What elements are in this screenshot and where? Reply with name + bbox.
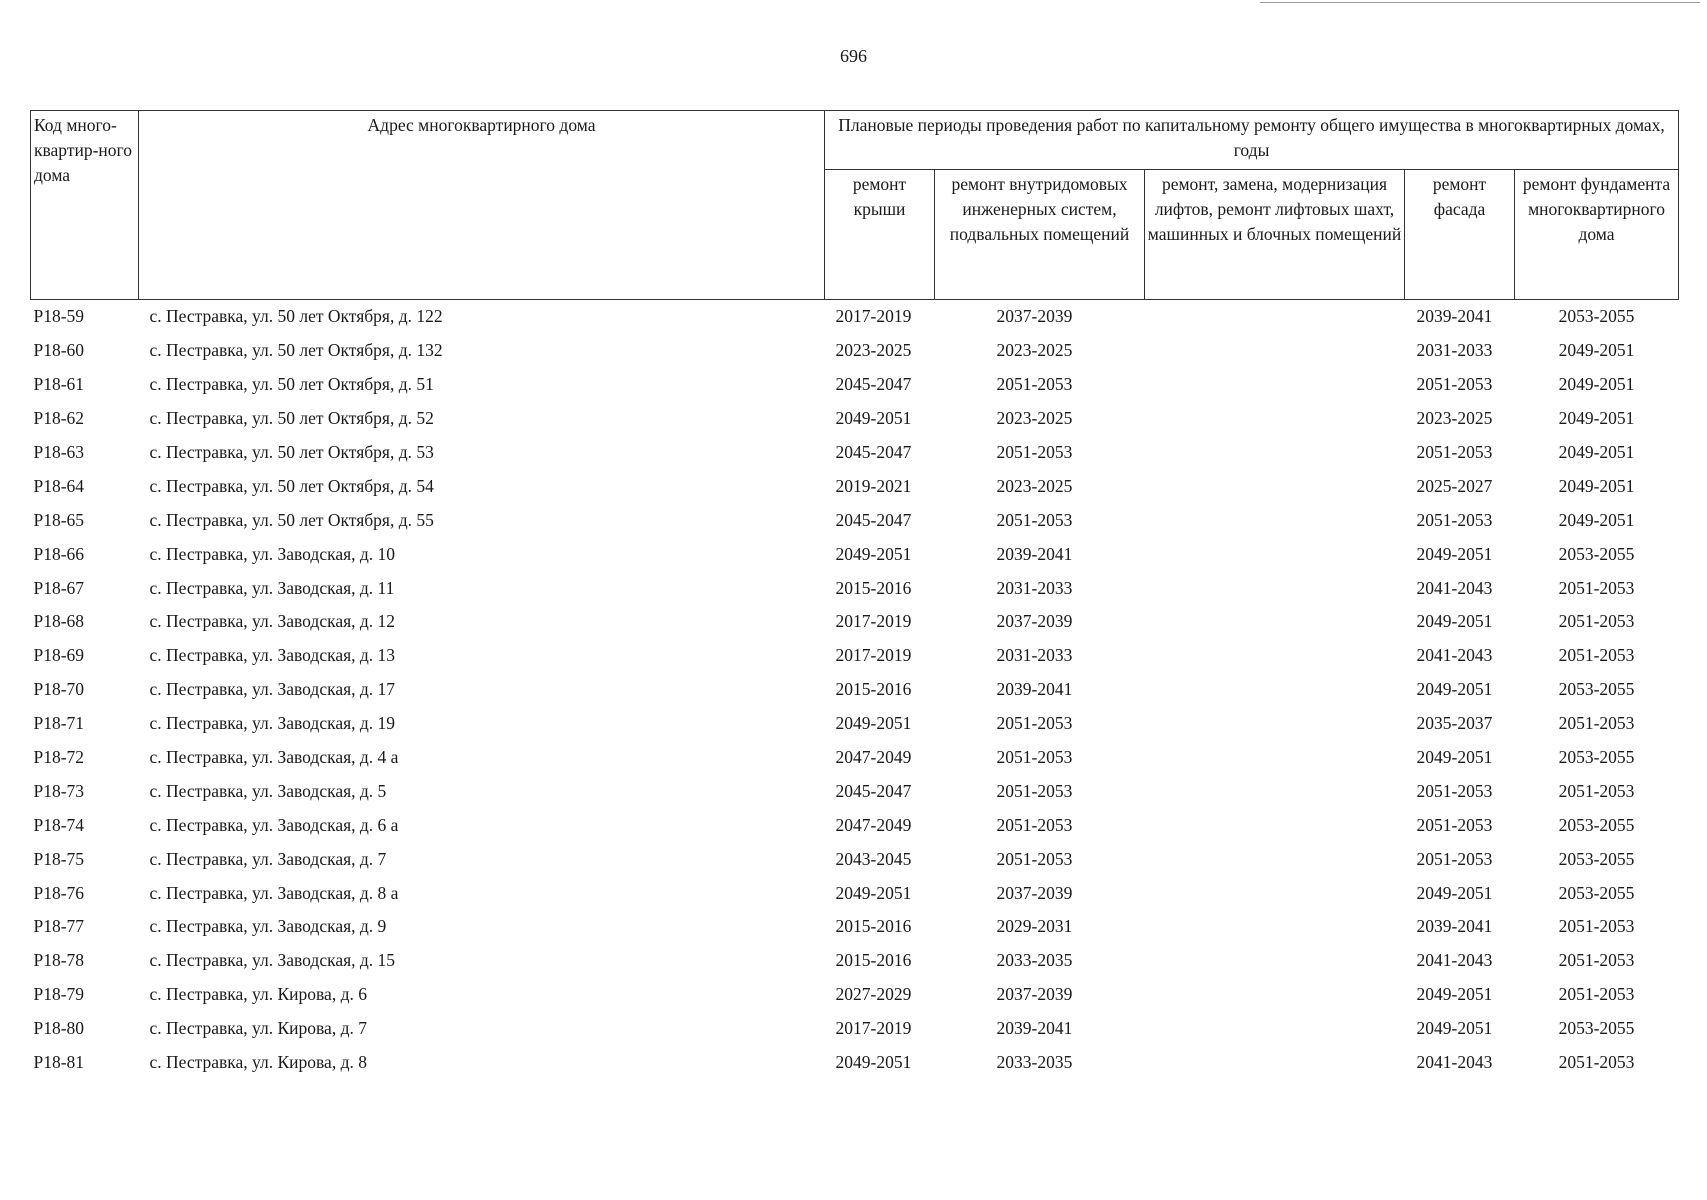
cell-house-code: P18-72 xyxy=(33,747,85,768)
cell-engineering-period: 2023-2025 xyxy=(996,475,1073,496)
cell-address: с. Пестравка, ул. Заводская, д. 12 xyxy=(149,611,396,632)
cell-facade-period: 2051-2053 xyxy=(1416,374,1493,395)
cell-address: с. Пестравка, ул. Заводская, д. 6 а xyxy=(149,814,399,835)
cell-address: с. Пестравка, ул. Заводская, д. 10 xyxy=(149,543,396,564)
table-row xyxy=(31,605,1679,639)
cell-house-code: P18-60 xyxy=(33,340,85,361)
table-row xyxy=(31,673,1679,707)
cell-address: с. Пестравка, ул. Кирова, д. 8 xyxy=(149,1052,367,1073)
cell-house-code: P18-73 xyxy=(33,780,85,801)
cell-house-code: P18-64 xyxy=(33,475,85,496)
cell-house-code: P18-63 xyxy=(33,442,85,462)
cell-elevator-period xyxy=(1145,368,1405,402)
cell-roof-period: 2049-2051 xyxy=(835,882,912,903)
table-row xyxy=(31,300,1679,334)
cell-roof-period: 2019-2021 xyxy=(835,475,912,496)
header-planned-periods: Плановые периоды проведения работ по капитальному ремонту общего имущества в многоквартирных домах, годы xyxy=(825,111,1679,170)
table-row xyxy=(31,842,1679,876)
table-row xyxy=(31,537,1679,571)
cell-elevator-period xyxy=(1145,503,1405,537)
cell-roof-period: 2017-2019 xyxy=(835,611,912,632)
table-row xyxy=(31,1046,1679,1080)
table-row xyxy=(31,808,1679,842)
cell-address: с. Пестравка, ул. Заводская, д. 17 xyxy=(149,679,396,700)
table-row xyxy=(31,469,1679,503)
cell-foundation-period: 2049-2051 xyxy=(1558,374,1635,395)
cell-engineering-period: 2037-2039 xyxy=(996,882,1073,903)
cell-engineering-period: 2051-2053 xyxy=(996,747,1073,768)
cell-address: с. Пестравка, ул. Заводская, д. 11 xyxy=(149,577,395,598)
cell-foundation-period: 2051-2053 xyxy=(1558,577,1635,598)
cell-facade-period: 2041-2043 xyxy=(1416,577,1493,598)
cell-foundation-period: 2051-2053 xyxy=(1558,780,1635,801)
cell-foundation-period: 2053-2055 xyxy=(1558,848,1635,869)
cell-foundation-period: 2053-2055 xyxy=(1558,679,1635,700)
cell-facade-period: 2051-2053 xyxy=(1416,814,1493,835)
cell-elevator-period xyxy=(1145,469,1405,503)
cell-elevator-period xyxy=(1145,876,1405,910)
table-row xyxy=(31,571,1679,605)
cell-elevator-period xyxy=(1145,334,1405,368)
table-row xyxy=(31,1012,1679,1046)
cell-roof-period: 2043-2045 xyxy=(835,848,912,869)
cell-facade-period: 2051-2053 xyxy=(1416,780,1493,801)
cell-facade-period: 2051-2053 xyxy=(1416,442,1493,462)
cell-address: с. Пестравка, ул. Заводская, д. 8 а xyxy=(149,882,399,903)
cell-house-code: P18-59 xyxy=(33,306,85,327)
cell-roof-period: 2015-2016 xyxy=(835,577,912,598)
cell-house-code: P18-77 xyxy=(33,916,85,937)
cell-elevator-period xyxy=(1145,808,1405,842)
table-row xyxy=(31,944,1679,978)
cell-facade-period: 2041-2043 xyxy=(1416,1052,1493,1073)
cell-facade-period: 2039-2041 xyxy=(1416,916,1493,937)
cell-elevator-period xyxy=(1145,741,1405,775)
cell-house-code: P18-66 xyxy=(33,543,85,564)
cell-engineering-period: 2031-2033 xyxy=(996,577,1073,598)
cell-roof-period: 2015-2016 xyxy=(835,950,912,971)
cell-elevator-period xyxy=(1145,1012,1405,1046)
cell-facade-period: 2049-2051 xyxy=(1416,747,1493,768)
cell-elevator-period xyxy=(1145,673,1405,707)
header-facade: ремонт фасада xyxy=(1405,170,1515,300)
cell-address: с. Пестравка, ул. Заводская, д. 7 xyxy=(149,848,387,869)
cell-house-code: P18-79 xyxy=(33,984,85,1005)
cell-engineering-period: 2051-2053 xyxy=(996,713,1073,734)
cell-address: с. Пестравка, ул. Заводская, д. 5 xyxy=(149,780,387,801)
header-foundation: ремонт фундамента многоквартирного дома xyxy=(1515,170,1679,300)
cell-engineering-period: 2037-2039 xyxy=(996,611,1073,632)
cell-facade-period: 2035-2037 xyxy=(1416,713,1493,734)
cell-engineering-period: 2039-2041 xyxy=(996,679,1073,700)
cell-elevator-period xyxy=(1145,774,1405,808)
cell-elevator-period xyxy=(1145,978,1405,1012)
cell-facade-period: 2049-2051 xyxy=(1416,1018,1493,1039)
cell-engineering-period: 2037-2039 xyxy=(996,984,1073,1005)
cell-foundation-period: 2053-2055 xyxy=(1558,747,1635,768)
table-row xyxy=(31,774,1679,808)
cell-foundation-period: 2049-2051 xyxy=(1558,475,1635,496)
cell-address: с. Пестравка, ул. 50 лет Октября, д. 52 xyxy=(149,408,434,429)
page-number: 696 xyxy=(840,46,867,66)
table-row xyxy=(31,910,1679,944)
cell-address: с. Пестравка, ул. Заводская, д. 13 xyxy=(149,645,396,666)
cell-elevator-period xyxy=(1145,639,1405,673)
cell-house-code: P18-81 xyxy=(33,1052,85,1073)
cell-roof-period: 2045-2047 xyxy=(835,374,912,395)
cell-engineering-period: 2051-2053 xyxy=(996,442,1073,462)
cell-foundation-period: 2053-2055 xyxy=(1558,1018,1635,1039)
cell-house-code: P18-67 xyxy=(33,577,85,598)
cell-foundation-period: 2049-2051 xyxy=(1558,509,1635,530)
cell-engineering-period: 2037-2039 xyxy=(996,306,1073,327)
cell-engineering-period: 2033-2035 xyxy=(996,1052,1073,1073)
cell-house-code: P18-61 xyxy=(33,374,85,395)
cell-foundation-period: 2051-2053 xyxy=(1558,984,1635,1005)
cell-house-code: P18-74 xyxy=(33,814,85,835)
cell-roof-period: 2045-2047 xyxy=(835,442,912,462)
cell-address: с. Пестравка, ул. 50 лет Октября, д. 53 xyxy=(149,442,434,462)
cell-address: с. Пестравка, ул. Заводская, д. 4 а xyxy=(149,747,399,768)
cell-roof-period: 2049-2051 xyxy=(835,543,912,564)
header-elevator: ремонт, замена, модернизация лифтов, ремонт лифтовых шахт, машинных и блочных помещений xyxy=(1145,170,1405,300)
cell-engineering-period: 2023-2025 xyxy=(996,340,1073,361)
cell-house-code: P18-71 xyxy=(33,713,85,734)
repair-schedule-table-wrapper xyxy=(30,110,1679,1079)
cell-elevator-period xyxy=(1145,842,1405,876)
cell-foundation-period: 2049-2051 xyxy=(1558,340,1635,361)
cell-house-code: P18-76 xyxy=(33,882,85,903)
cell-address: с. Пестравка, ул. 50 лет Октября, д. 122 xyxy=(149,306,443,327)
cell-engineering-period: 2031-2033 xyxy=(996,645,1073,666)
cell-elevator-period xyxy=(1145,605,1405,639)
cell-facade-period: 2025-2027 xyxy=(1416,475,1493,496)
cell-engineering-period: 2033-2035 xyxy=(996,950,1073,971)
cell-foundation-period: 2051-2053 xyxy=(1558,1052,1635,1073)
cell-address: с. Пестравка, ул. Заводская, д. 19 xyxy=(149,713,396,734)
table-body xyxy=(31,300,1679,1080)
cell-roof-period: 2047-2049 xyxy=(835,814,912,835)
cell-roof-period: 2017-2019 xyxy=(835,306,912,327)
cell-roof-period: 2015-2016 xyxy=(835,916,912,937)
table-row xyxy=(31,639,1679,673)
cell-house-code: P18-75 xyxy=(33,848,85,869)
cell-facade-period: 2041-2043 xyxy=(1416,645,1493,666)
table-row xyxy=(31,707,1679,741)
cell-address: с. Пестравка, ул. Кирова, д. 6 xyxy=(149,984,367,1005)
cell-elevator-period xyxy=(1145,944,1405,978)
cell-foundation-period: 2049-2051 xyxy=(1558,408,1635,429)
cell-facade-period: 2039-2041 xyxy=(1416,306,1493,327)
cell-foundation-period: 2053-2055 xyxy=(1558,882,1635,903)
cell-address: с. Пестравка, ул. Заводская, д. 15 xyxy=(149,950,396,971)
table-row xyxy=(31,741,1679,775)
cell-roof-period: 2049-2051 xyxy=(835,713,912,734)
cell-address: с. Пестравка, ул. 50 лет Октября, д. 55 xyxy=(149,509,434,530)
cell-address: с. Пестравка, ул. Кирова, д. 7 xyxy=(149,1018,367,1039)
cell-engineering-period: 2051-2053 xyxy=(996,814,1073,835)
cell-roof-period: 2049-2051 xyxy=(835,1052,912,1073)
cell-engineering-period: 2051-2053 xyxy=(996,374,1073,395)
cell-facade-period: 2051-2053 xyxy=(1416,509,1493,530)
header-code: Код много-квартир-ного дома xyxy=(31,111,139,300)
header-roof: ремонт крыши xyxy=(825,170,935,300)
cell-elevator-period xyxy=(1145,571,1405,605)
cell-house-code: P18-65 xyxy=(33,509,85,530)
cell-engineering-period: 2039-2041 xyxy=(996,543,1073,564)
cell-foundation-period: 2051-2053 xyxy=(1558,916,1635,937)
table-row xyxy=(31,978,1679,1012)
cell-facade-period: 2041-2043 xyxy=(1416,950,1493,971)
cell-address: с. Пестравка, ул. 50 лет Октября, д. 54 xyxy=(149,475,434,496)
cell-elevator-period xyxy=(1145,436,1405,470)
cell-roof-period: 2017-2019 xyxy=(835,1018,912,1039)
table-row xyxy=(31,876,1679,910)
cell-house-code: P18-70 xyxy=(33,679,85,700)
cell-foundation-period: 2049-2051 xyxy=(1558,442,1635,462)
cell-roof-period: 2045-2047 xyxy=(835,780,912,801)
cell-address: с. Пестравка, ул. 50 лет Октября, д. 51 xyxy=(149,374,434,395)
table-row xyxy=(31,402,1679,436)
repair-schedule-table xyxy=(30,110,1679,1079)
cell-house-code: P18-68 xyxy=(33,611,85,632)
cell-foundation-period: 2053-2055 xyxy=(1558,814,1635,835)
cell-house-code: P18-69 xyxy=(33,645,85,666)
cell-roof-period: 2047-2049 xyxy=(835,747,912,768)
cell-elevator-period xyxy=(1145,1046,1405,1080)
cell-engineering-period: 2039-2041 xyxy=(996,1018,1073,1039)
table-row xyxy=(31,436,1679,470)
scan-edge-line xyxy=(1260,2,1700,3)
cell-engineering-period: 2051-2053 xyxy=(996,780,1073,801)
cell-engineering-period: 2051-2053 xyxy=(996,509,1073,530)
cell-address: с. Пестравка, ул. 50 лет Октября, д. 132 xyxy=(149,340,443,361)
cell-elevator-period xyxy=(1145,537,1405,571)
cell-elevator-period xyxy=(1145,910,1405,944)
cell-facade-period: 2051-2053 xyxy=(1416,848,1493,869)
cell-engineering-period: 2023-2025 xyxy=(996,408,1073,429)
cell-facade-period: 2031-2033 xyxy=(1416,340,1493,361)
cell-house-code: P18-62 xyxy=(33,408,85,429)
cell-roof-period: 2027-2029 xyxy=(835,984,912,1005)
cell-address: с. Пестравка, ул. Заводская, д. 9 xyxy=(149,916,387,937)
cell-roof-period: 2023-2025 xyxy=(835,340,912,361)
cell-elevator-period xyxy=(1145,300,1405,334)
cell-facade-period: 2023-2025 xyxy=(1416,408,1493,429)
cell-roof-period: 2049-2051 xyxy=(835,408,912,429)
cell-facade-period: 2049-2051 xyxy=(1416,543,1493,564)
cell-elevator-period xyxy=(1145,402,1405,436)
cell-foundation-period: 2051-2053 xyxy=(1558,611,1635,632)
cell-facade-period: 2049-2051 xyxy=(1416,679,1493,700)
cell-foundation-period: 2053-2055 xyxy=(1558,543,1635,564)
cell-roof-period: 2015-2016 xyxy=(835,679,912,700)
cell-house-code: P18-78 xyxy=(33,950,85,971)
cell-facade-period: 2049-2051 xyxy=(1416,611,1493,632)
cell-house-code: P18-80 xyxy=(33,1018,85,1039)
cell-foundation-period: 2051-2053 xyxy=(1558,950,1635,971)
header-engineering: ремонт внутридомовых инженерных систем, подвальных помещений xyxy=(935,170,1145,300)
table-row xyxy=(31,503,1679,537)
cell-foundation-period: 2051-2053 xyxy=(1558,645,1635,666)
cell-foundation-period: 2053-2055 xyxy=(1558,306,1635,327)
cell-engineering-period: 2029-2031 xyxy=(996,916,1073,937)
cell-facade-period: 2049-2051 xyxy=(1416,984,1493,1005)
cell-elevator-period xyxy=(1145,707,1405,741)
cell-roof-period: 2045-2047 xyxy=(835,509,912,530)
cell-roof-period: 2017-2019 xyxy=(835,645,912,666)
table-row xyxy=(31,334,1679,368)
cell-engineering-period: 2051-2053 xyxy=(996,848,1073,869)
cell-facade-period: 2049-2051 xyxy=(1416,882,1493,903)
cell-foundation-period: 2051-2053 xyxy=(1558,713,1635,734)
table-row xyxy=(31,368,1679,402)
header-address: Адрес многоквартирного дома xyxy=(139,111,825,300)
